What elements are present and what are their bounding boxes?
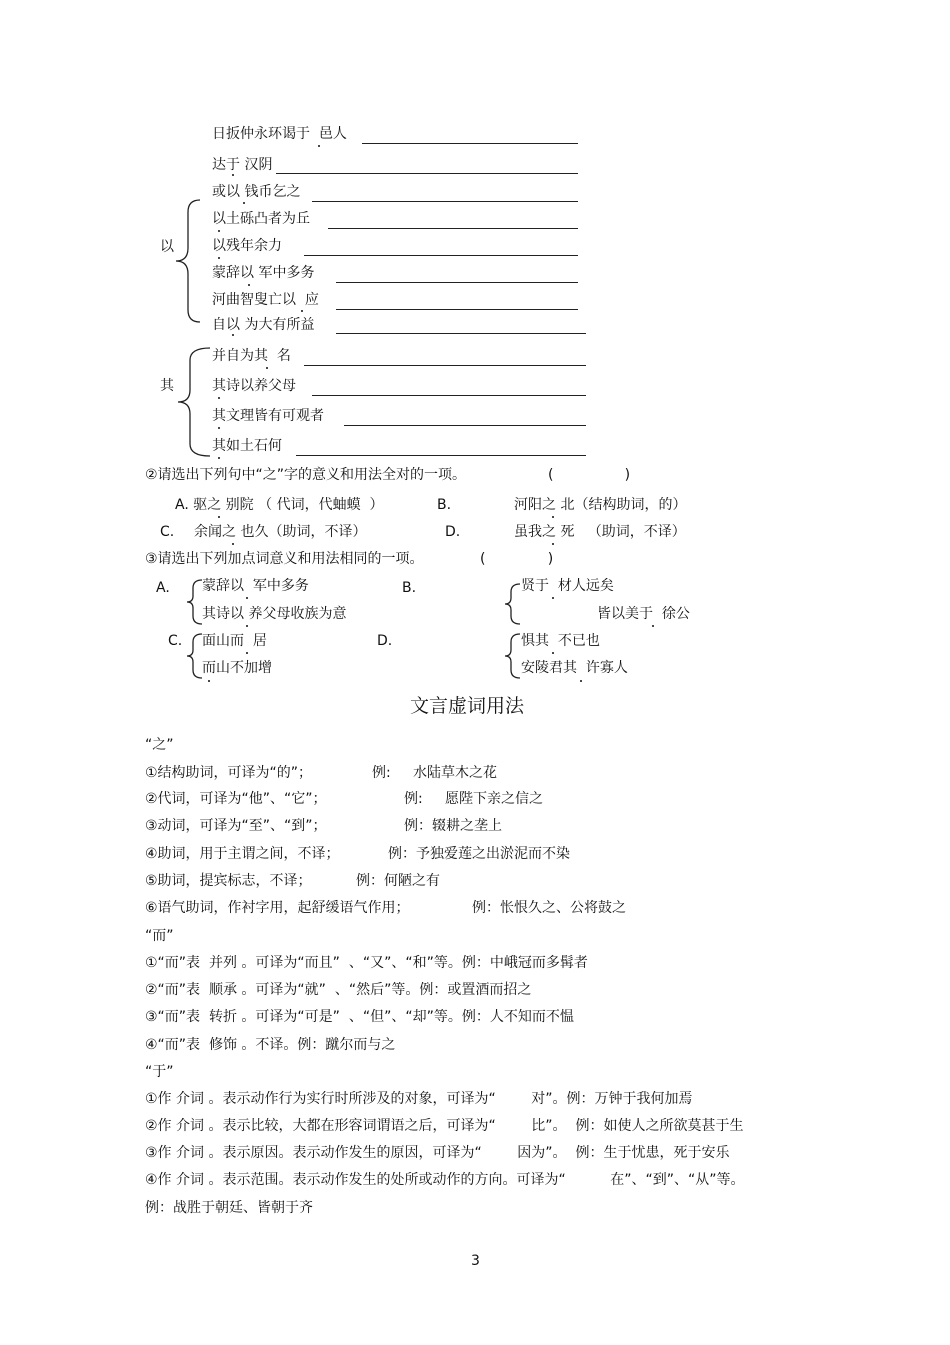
emphasis-dot [266, 367, 268, 369]
yi-brace [170, 198, 204, 324]
yi-item-6: 蒙辞以 军中多务 [212, 265, 315, 281]
emphasis-dot [218, 427, 220, 429]
emphasis-dot [552, 652, 554, 654]
yi-item-5: 以残年余力 [212, 238, 282, 254]
yu-item-1: ①作 介词 。表示动作行为实行时所涉及的对象，可译为“ 对”。例：万钟于我何加焉 [145, 1091, 693, 1107]
answer-blank[interactable] [328, 228, 578, 229]
emphasis-dot [246, 625, 248, 627]
er-item-3: ③“而”表 转折 。可译为“可是” 、“但”、“却”等。例：人不知而不愠 [145, 1009, 574, 1025]
emphasis-dot [218, 230, 220, 232]
zhi-example-2: 例: 愿陛下亲之信之 [404, 791, 543, 807]
er-item-4: ④“而”表 修饰 。不译。例：蹴尔而与之 [145, 1037, 396, 1053]
answer-blank[interactable] [336, 282, 578, 283]
zhi-item-4: ④助词，用于主谓之间，不译； [145, 846, 340, 862]
emphasis-dot [218, 516, 220, 518]
emphasis-dot [552, 516, 554, 518]
option-b-line-2[interactable]: 皆以美于 徐公 [597, 606, 690, 622]
yu-item-4-example: 例：战胜于朝廷、皆朝于齐 [145, 1200, 313, 1216]
yi-item-4: 以土砾凸者为丘 [212, 211, 310, 227]
zhi-example-5: 例：何陋之有 [356, 873, 440, 889]
yi-item-3: 或以 钱币乞之 [212, 184, 301, 200]
emphasis-dot [246, 652, 248, 654]
er-item-2: ②“而”表 顺承 。可译为“就” 、“然后”等。例：或置酒而招之 [145, 982, 532, 998]
yu-item-2: ②作 介词 。表示比较，大都在形容词谓语之后，可译为“ 比”。 例：如使人之所欲莫甚于生 [145, 1118, 744, 1134]
yi-label: 以 [160, 239, 174, 255]
option-a-label[interactable]: A. [156, 580, 170, 596]
qi-item-2: 其诗以养父母 [212, 378, 296, 394]
option-c-brace [184, 632, 204, 680]
qi-item-4: 其如土石何 [212, 438, 282, 454]
answer-blank[interactable] [276, 173, 578, 174]
emphasis-dot [218, 257, 220, 259]
emphasis-dot [218, 397, 220, 399]
emphasis-dot [652, 625, 654, 627]
qi-brace [172, 346, 212, 458]
option-b-label[interactable]: B. [402, 580, 417, 596]
emphasis-dot [243, 202, 245, 204]
qi-label: 其 [160, 378, 174, 394]
option-b-brace [502, 582, 522, 626]
zhi-item-2: ②代词，可译为“他”、“它”； [145, 791, 327, 807]
yi-item-8: 自以 为大有所益 [212, 317, 315, 333]
zhi-example-1: 例: 水陆草木之花 [372, 765, 497, 781]
answer-blank[interactable] [312, 395, 586, 396]
answer-blank[interactable] [336, 333, 586, 334]
emphasis-dot [208, 680, 210, 682]
section-title: 文言虚词用法 [410, 695, 525, 717]
emphasis-dot [318, 145, 320, 147]
option-d-brace [502, 632, 522, 680]
yu-item-4: ④作 介词 。表示范围。表示动作发生的处所或动作的方向。可译为“ 在”、“到”、“从”等。 [145, 1172, 745, 1188]
emphasis-dot [552, 597, 554, 599]
option-b-label[interactable]: B. [437, 497, 452, 513]
option-a-line-2[interactable]: 其诗以 养父母收族为意 [202, 606, 347, 622]
answer-blank[interactable] [304, 255, 578, 256]
emphasis-dot [580, 680, 582, 682]
emphasis-dot [552, 543, 554, 545]
emphasis-dot [246, 597, 248, 599]
answer-blank[interactable] [344, 425, 586, 426]
yi-item-1: 日扳仲永环谒于 邑人 [212, 126, 347, 142]
zhi-item-6: ⑥语气助词，作衬字用，起舒缓语气作用； [145, 900, 410, 916]
zhi-item-3: ③动词，可译为“至”、“到”； [145, 818, 327, 834]
answer-blank[interactable] [312, 201, 578, 202]
option-c-line-1[interactable]: 面山而 居 [202, 633, 267, 649]
question-3-prompt: ③请选出下列加点词意义和用法相同的一项。 [145, 551, 424, 567]
answer-paren[interactable]: ( ) [480, 551, 554, 567]
zhi-item-1: ①结构助词，可译为“的”； [145, 765, 313, 781]
answer-blank[interactable] [336, 309, 578, 310]
yi-item-7: 河曲智叟亡以 应 [212, 292, 319, 308]
er-heading: “而” [145, 928, 174, 944]
emphasis-dot [218, 457, 220, 459]
zhi-example-3: 例：辍耕之垄上 [404, 818, 502, 834]
answer-paren[interactable]: ( ) [548, 467, 631, 483]
option-a-line-1[interactable]: 蒙辞以 军中多务 [202, 578, 309, 594]
yu-heading: “于” [145, 1064, 174, 1080]
question-2-prompt: ②请选出下列句中“之”字的意义和用法全对的一项。 [145, 467, 467, 483]
option-a[interactable]: A. 驱之 别院 （ 代词，代蚰蟆 ） [175, 497, 384, 513]
emphasis-dot [232, 334, 234, 336]
page-number: 3 [471, 1253, 480, 1269]
option-b[interactable]: 河阳之 北（结构助词，的） [514, 497, 687, 513]
emphasis-dot [301, 310, 303, 312]
option-b-line-1[interactable]: 贤于 材人远矣 [521, 578, 614, 594]
option-d[interactable]: 虽我之 死 （助词，不译） [514, 524, 686, 540]
option-d-line-2[interactable]: 安陵君其 许寡人 [521, 660, 628, 676]
qi-item-3: 其文理皆有可观者 [212, 408, 324, 424]
option-c-line-2[interactable]: 而山不加增 [202, 660, 272, 676]
yu-item-3: ③作 介词 。表示原因。表示动作发生的原因，可译为“ 因为”。 例：生于忧患，死于安乐 [145, 1145, 730, 1161]
option-c-label[interactable]: C. [160, 524, 175, 540]
option-c[interactable]: 余闻之 也久（助词，不译） [194, 524, 367, 540]
zhi-example-6: 例：怅恨久之、公将鼓之 [472, 900, 626, 916]
emphasis-dot [232, 174, 234, 176]
option-d-line-1[interactable]: 惧其 不已也 [521, 633, 600, 649]
yi-item-2: 达于 汉阴 [212, 157, 273, 173]
option-d-label[interactable]: D. [445, 524, 461, 540]
emphasis-dot [232, 543, 234, 545]
answer-blank[interactable] [304, 365, 586, 366]
zhi-heading: “之” [145, 737, 174, 753]
option-d-label[interactable]: D. [377, 633, 393, 649]
answer-blank[interactable] [362, 143, 578, 144]
option-a-brace [184, 578, 204, 626]
option-c-label[interactable]: C. [168, 633, 183, 649]
zhi-example-4: 例：予独爱莲之出淤泥而不染 [388, 846, 570, 862]
answer-blank[interactable] [296, 455, 586, 456]
zhi-item-5: ⑤助词，提宾标志，不译； [145, 873, 312, 889]
qi-item-1: 并自为其 名 [212, 348, 291, 364]
er-item-1: ①“而”表 并列 。可译为“而且” 、“又”、“和”等。例：中峨冠而多髯者 [145, 955, 588, 971]
emphasis-dot [248, 284, 250, 286]
